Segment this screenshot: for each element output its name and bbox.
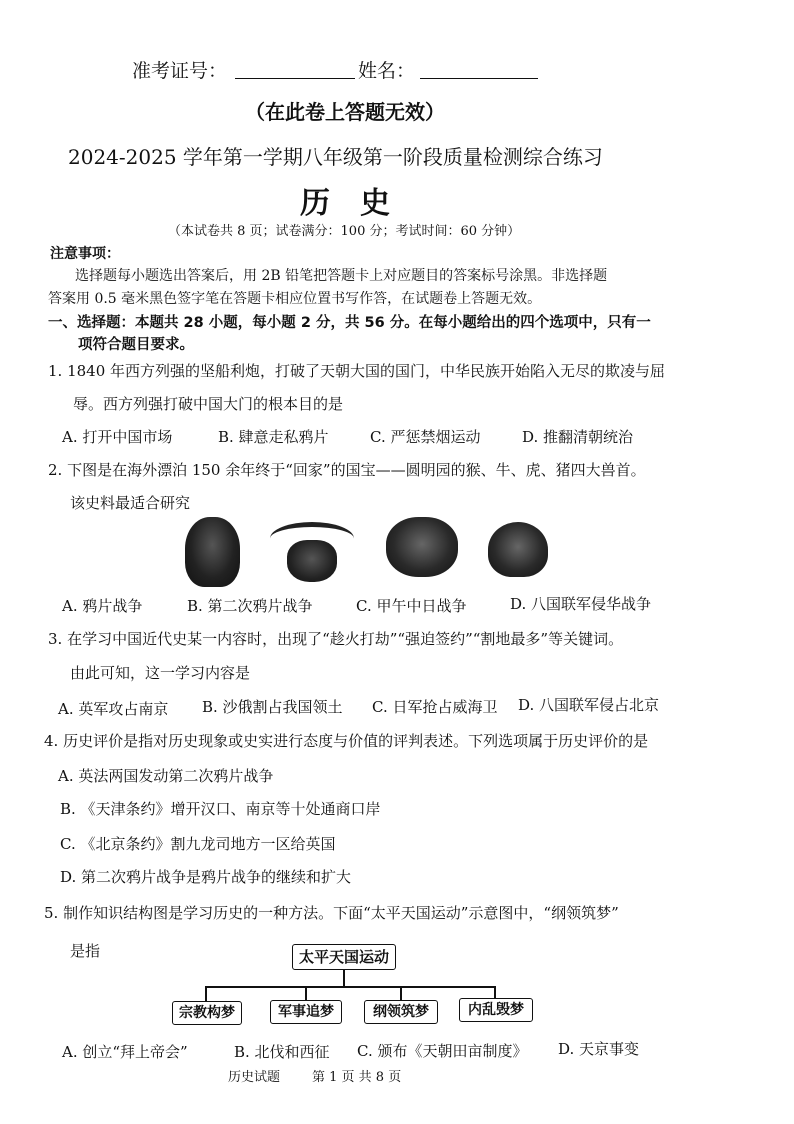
instructions-line-2: 答案用 0.5 毫米黑色签字笔在答题卡相应位置书写作答，在试题卷上答题无效。 bbox=[48, 291, 542, 307]
ox-horns-image bbox=[270, 522, 354, 555]
diagram-child-connector-3 bbox=[400, 986, 402, 1001]
subject-title: 历 史 bbox=[300, 186, 390, 221]
q2-option-b: B. 第二次鸦片战争 bbox=[187, 597, 313, 615]
diagram-child-connector-2 bbox=[305, 986, 307, 1001]
pig-head-image bbox=[488, 522, 548, 577]
q1-option-b: B. 肆意走私鸦片 bbox=[218, 428, 329, 446]
q3-option-c: C. 日军抢占威海卫 bbox=[372, 698, 498, 716]
q3-option-a: A. 英军攻占南京 bbox=[58, 700, 169, 718]
q3-option-d: D. 八国联军侵占北京 bbox=[518, 696, 660, 714]
footer-subject: 历史试题 bbox=[228, 1070, 281, 1085]
q3-stem-line-1: 3. 在学习中国近代史某一内容时，出现了“趁火打劫”“强迫签约”“割地最多”等关键词。 bbox=[48, 630, 624, 648]
monkey-head-image bbox=[185, 517, 240, 587]
q2-option-c: C. 甲午中日战争 bbox=[356, 597, 467, 615]
q4-option-c: C. 《北京条约》割九龙司地方一区给英国 bbox=[60, 835, 336, 853]
name-label: 姓名： bbox=[358, 60, 416, 82]
q3-stem-line-2: 由此可知，这一学习内容是 bbox=[70, 664, 251, 682]
exam-title: 2024-2025 学年第一学期八年级第一阶段质量检测综合练习 bbox=[68, 145, 603, 169]
q4-option-b: B. 《天津条约》增开汉口、南京等十处通商口岸 bbox=[60, 800, 381, 818]
q2-option-d: D. 八国联军侵华战争 bbox=[510, 595, 652, 613]
q1-stem-line-2: 辱。西方列强打破中国大门的根本目的是 bbox=[73, 395, 344, 413]
exam-info: （本试卷共 8 页；试卷满分：100 分；考试时间：60 分钟） bbox=[168, 224, 521, 239]
q4-option-a: A. 英法两国发动第二次鸦片战争 bbox=[58, 767, 274, 785]
q4-stem: 4. 历史评价是指对历史现象或史实进行态度与价值的评判表述。下列选项属于历史评价的是 bbox=[44, 732, 649, 750]
diagram-root-connector bbox=[343, 970, 345, 986]
q2-stem-line-1: 2. 下图是在海外漂泊 150 余年终于“回家”的国宝——圆明园的猴、牛、虎、猪四大兽首。 bbox=[48, 461, 646, 479]
diagram-child-connector-1 bbox=[205, 986, 207, 1001]
footer-page-number: 第 1 页 共 8 页 bbox=[312, 1070, 402, 1085]
q4-option-d: D. 第二次鸦片战争是鸦片战争的继续和扩大 bbox=[60, 868, 352, 886]
q5-option-d: D. 天京事变 bbox=[558, 1040, 640, 1058]
exam-number-label: 准考证号： bbox=[132, 60, 228, 82]
q2-option-a: A. 鸦片战争 bbox=[62, 597, 143, 615]
exam-number-blank bbox=[235, 58, 355, 79]
diagram-node-military: 军事追梦 bbox=[270, 1000, 342, 1024]
q1-stem-line-1: 1. 1840 年西方列强的坚船利炮，打破了天朝大国的国门，中华民族开始陷入无尽的欺凌与屈 bbox=[48, 362, 666, 380]
diagram-horizontal-connector bbox=[205, 986, 495, 988]
q5-stem-line-2: 是指 bbox=[70, 942, 101, 960]
instructions-line-1: 选择题每小题选出答案后，用 2B 铅笔把答题卡上对应题目的答案标号涂黑。非选择题 bbox=[75, 268, 608, 284]
instructions-heading: 注意事项： bbox=[50, 246, 120, 262]
q5-stem-line-1: 5. 制作知识结构图是学习历史的一种方法。下面“太平天国运动”示意图中，“纲领筑梦” bbox=[44, 904, 619, 922]
diagram-root-node: 太平天国运动 bbox=[292, 944, 396, 970]
q1-option-c: C. 严惩禁烟运动 bbox=[370, 428, 481, 446]
q2-stem-line-2: 该史料最适合研究 bbox=[70, 494, 191, 512]
q1-option-d: D. 推翻清朝统治 bbox=[522, 428, 634, 446]
tiger-head-image bbox=[386, 517, 458, 577]
q5-option-b: B. 北伐和西征 bbox=[234, 1043, 330, 1061]
q5-option-a: A. 创立“拜上帝会” bbox=[62, 1043, 188, 1061]
section-heading-line-2: 项符合题目要求。 bbox=[78, 337, 194, 353]
q3-option-b: B. 沙俄割占我国领土 bbox=[202, 698, 343, 716]
diagram-node-program: 纲领筑梦 bbox=[364, 1000, 438, 1024]
invalid-notice: （在此卷上答题无效） bbox=[245, 100, 445, 124]
name-blank bbox=[420, 58, 538, 79]
q5-option-c: C. 颁布《天朝田亩制度》 bbox=[357, 1042, 528, 1060]
diagram-node-religion: 宗教构梦 bbox=[172, 1001, 242, 1025]
section-heading-line-1: 一、选择题：本题共 28 小题，每小题 2 分，共 56 分。在每小题给出的四个选项中，只有一 bbox=[48, 315, 651, 331]
q1-option-a: A. 打开中国市场 bbox=[62, 428, 173, 446]
diagram-node-civil-strife: 内乱毁梦 bbox=[459, 998, 533, 1022]
